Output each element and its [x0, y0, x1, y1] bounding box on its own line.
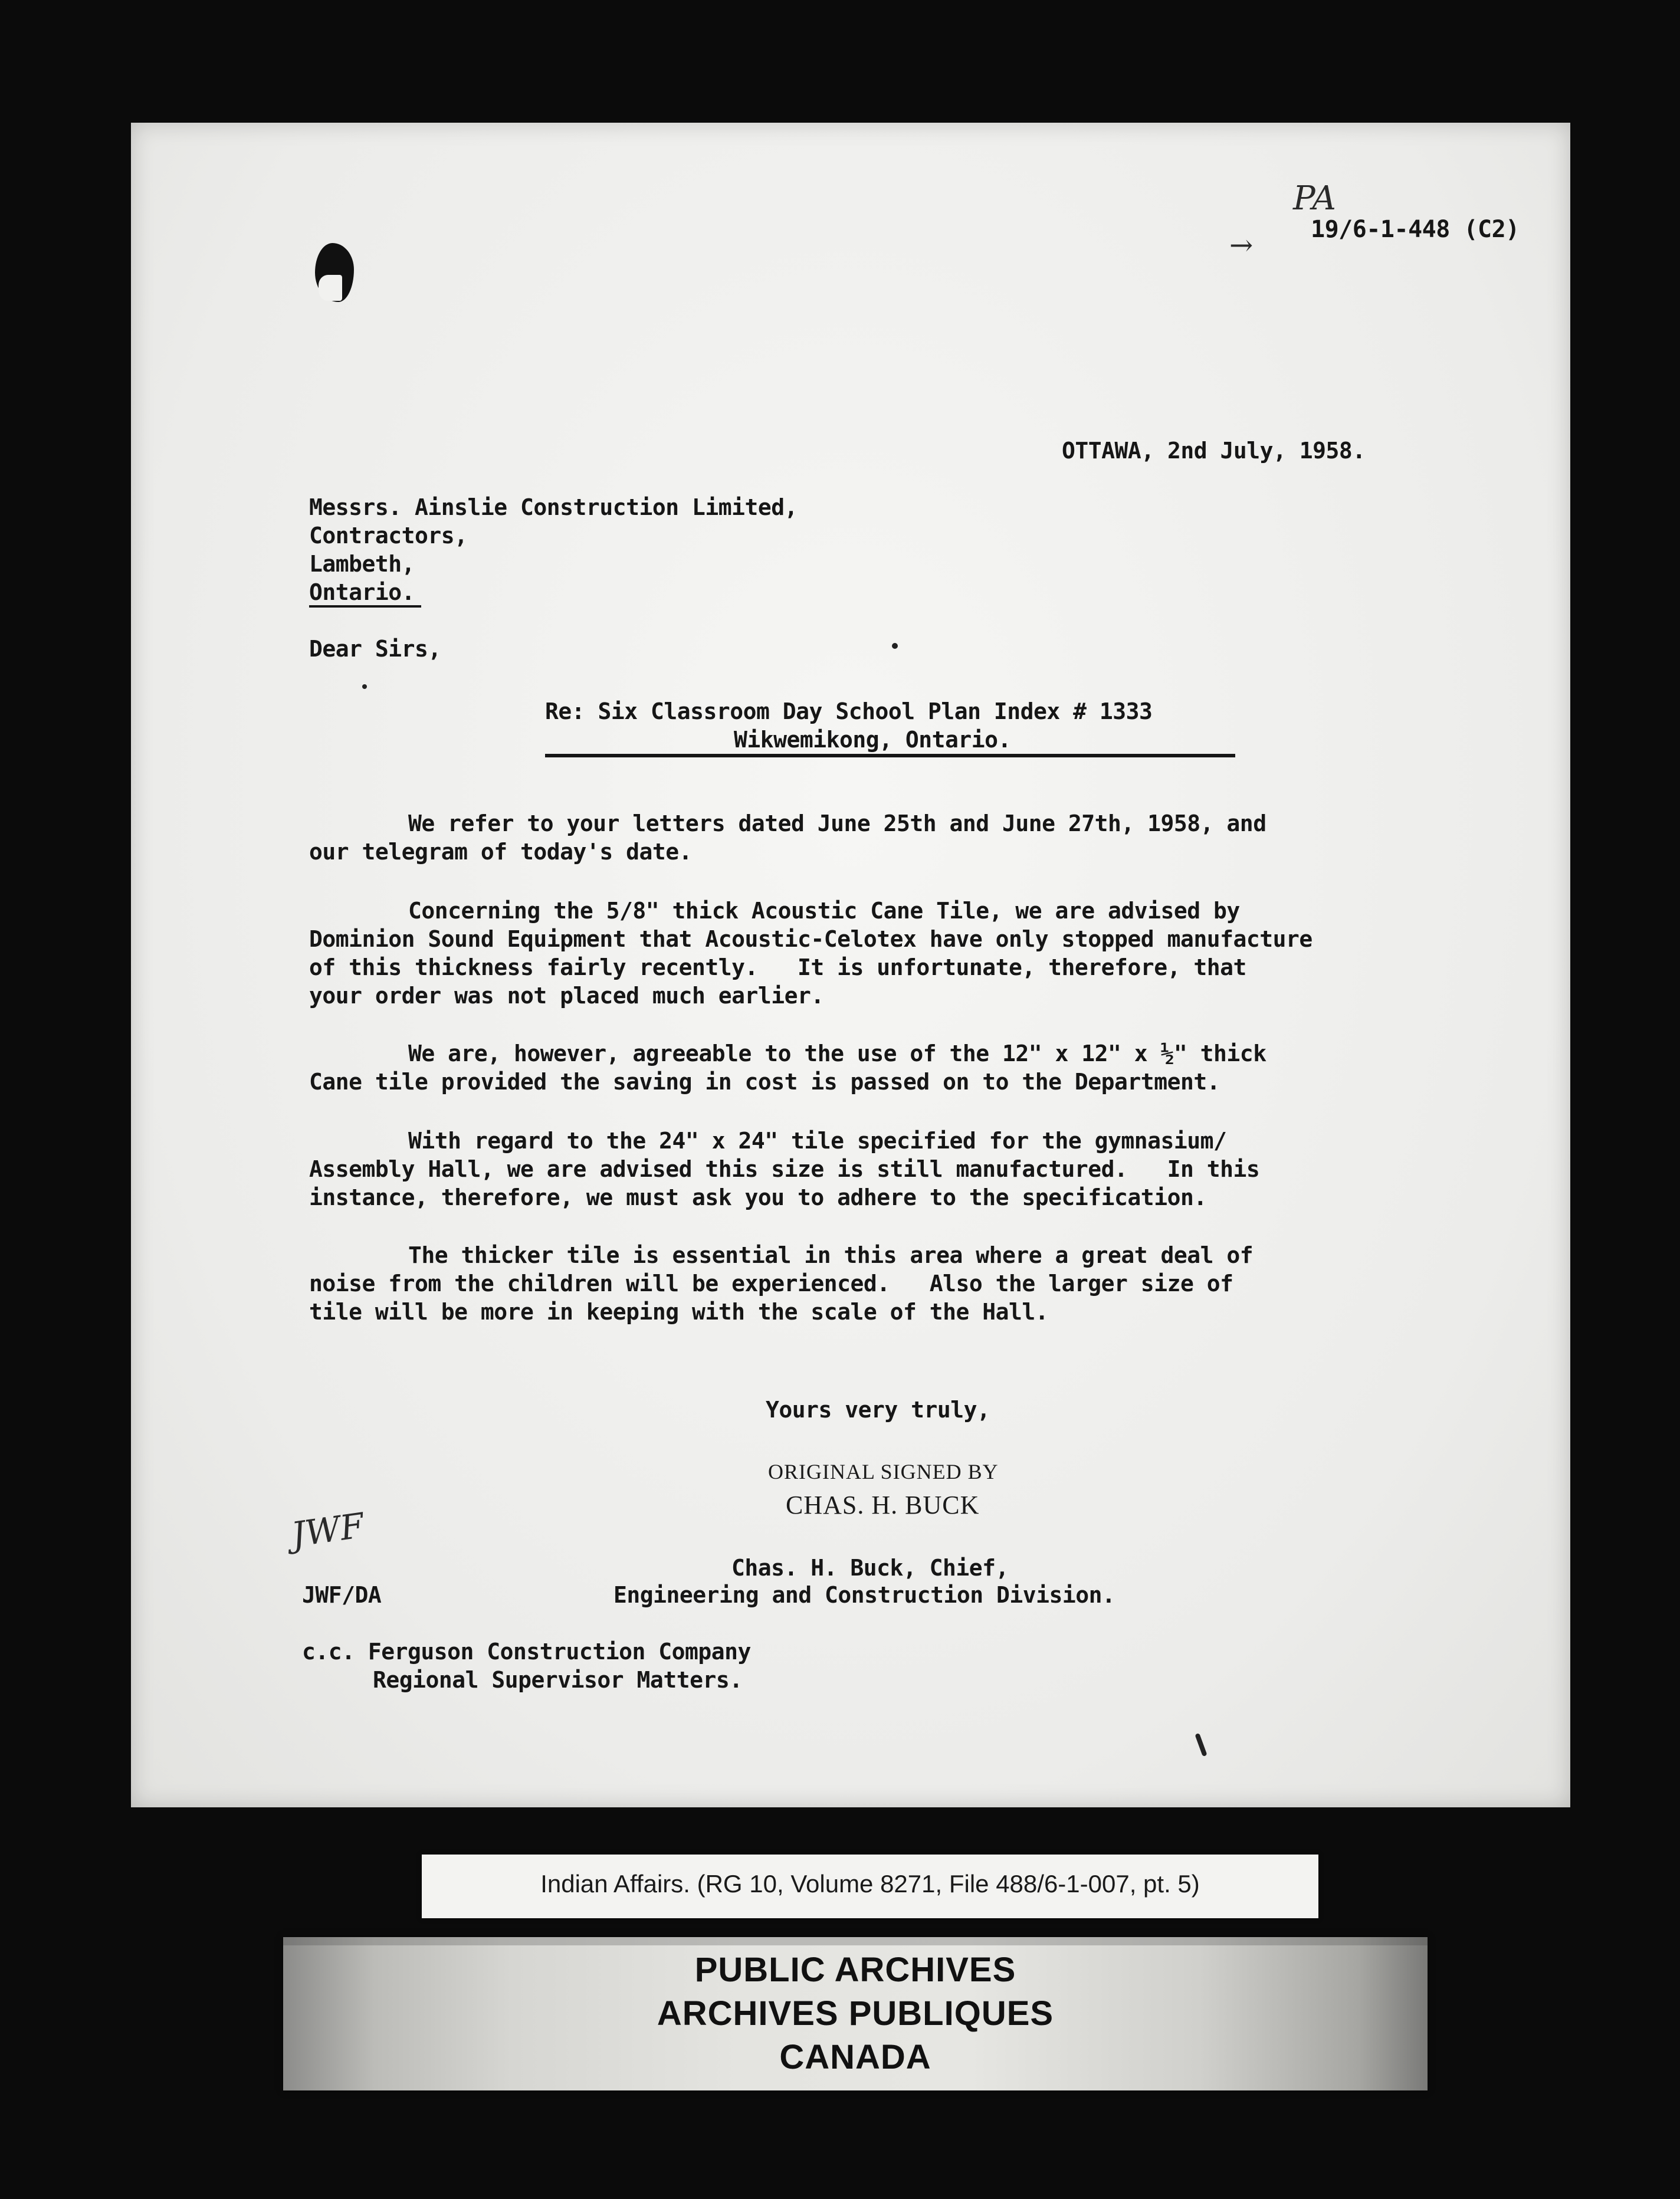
body-p3-line-1: We are, however, agreeable to the use of the 12" x 12" x ½" thick	[408, 1041, 1266, 1066]
typist-reference: JWF/DA	[302, 1582, 382, 1608]
body-p1-line-1: We refer to your letters dated June 25th and June 27th, 1958, and	[408, 810, 1266, 836]
archive-source-label	[422, 1855, 1318, 1918]
body-p3-line-2: Cane tile provided the saving in cost is passed on to the Department.	[309, 1069, 1220, 1095]
signature-stamp-line-1: ORIGINAL SIGNED BY	[768, 1460, 999, 1483]
body-p5-line-2: noise from the children will be experienced. Also the larger size of	[309, 1271, 1233, 1297]
recipient-province-underline	[309, 605, 421, 608]
salutation: Dear Sirs,	[309, 636, 441, 662]
subject-line-2: Wikwemikong, Ontario.	[734, 727, 1011, 753]
letter-sheet	[131, 123, 1570, 1807]
speck-mark	[362, 684, 367, 689]
archive-source-text: Indian Affairs. (RG 10, Volume 8271, File 488/6-1-007, pt. 5)	[540, 1870, 1200, 1898]
file-annotation-handwritten: PA	[1293, 179, 1336, 218]
signatory-line-2: Engineering and Construction Division.	[613, 1582, 1115, 1608]
arrow-mark: →	[1229, 229, 1254, 262]
recipient-line-4: Ontario.	[309, 579, 415, 605]
signatory-line-1: Chas. H. Buck, Chief,	[731, 1555, 1009, 1581]
closing: Yours very truly,	[766, 1397, 990, 1423]
archive-stamp-line-2: ARCHIVES PUBLIQUES	[657, 1994, 1054, 2033]
subject-line-1: Re: Six Classroom Day School Plan Index # 1333	[545, 698, 1153, 724]
body-p4-line-1: With regard to the 24" x 24" tile specified for the gymnasium/	[408, 1128, 1227, 1154]
signature-stamp-line-2: CHAS. H. BUCK	[786, 1491, 980, 1519]
body-p1-line-2: our telegram of today's date.	[309, 839, 692, 865]
initials-handwritten: JWF	[288, 1505, 367, 1555]
archive-stamp-line-1: PUBLIC ARCHIVES	[694, 1951, 1016, 1989]
public-archives-strip	[283, 1937, 1428, 2090]
ink-blot-edge	[319, 275, 342, 301]
recipient-line-1: Messrs. Ainslie Construction Limited,	[309, 494, 798, 520]
body-p4-line-2: Assembly Hall, we are advised this size is still manufactured. In this	[309, 1156, 1260, 1182]
cc-line-2: Regional Supervisor Matters.	[373, 1667, 743, 1693]
subject-underline	[545, 754, 1235, 757]
body-p2-line-2: Dominion Sound Equipment that Acoustic-Celotex have only stopped manufacture	[309, 926, 1312, 952]
speck-mark	[1195, 1733, 1207, 1757]
body-p2-line-1: Concerning the 5/8" thick Acoustic Cane Tile, we are advised by	[408, 898, 1240, 924]
body-p2-line-4: your order was not placed much earlier.	[309, 983, 824, 1009]
cc-line-1: c.c. Ferguson Construction Company	[302, 1639, 751, 1665]
body-p5-line-1: The thicker tile is essential in this area where a great deal of	[408, 1242, 1254, 1268]
body-p4-line-3: instance, therefore, we must ask you to adhere to the specification.	[309, 1184, 1207, 1210]
speck-mark	[892, 643, 898, 649]
recipient-line-2: Contractors,	[309, 523, 468, 549]
body-p2-line-3: of this thickness fairly recently. It is unfortunate, therefore, that	[309, 954, 1246, 980]
recipient-line-3: Lambeth,	[309, 551, 415, 577]
file-reference: 19/6-1-448 (C2)	[1311, 216, 1520, 243]
archive-stamp-line-3: CANADA	[779, 2038, 931, 2076]
body-p5-line-3: tile will be more in keeping with the scale of the Hall.	[309, 1299, 1049, 1325]
place-date: OTTAWA, 2nd July, 1958.	[1062, 438, 1366, 464]
